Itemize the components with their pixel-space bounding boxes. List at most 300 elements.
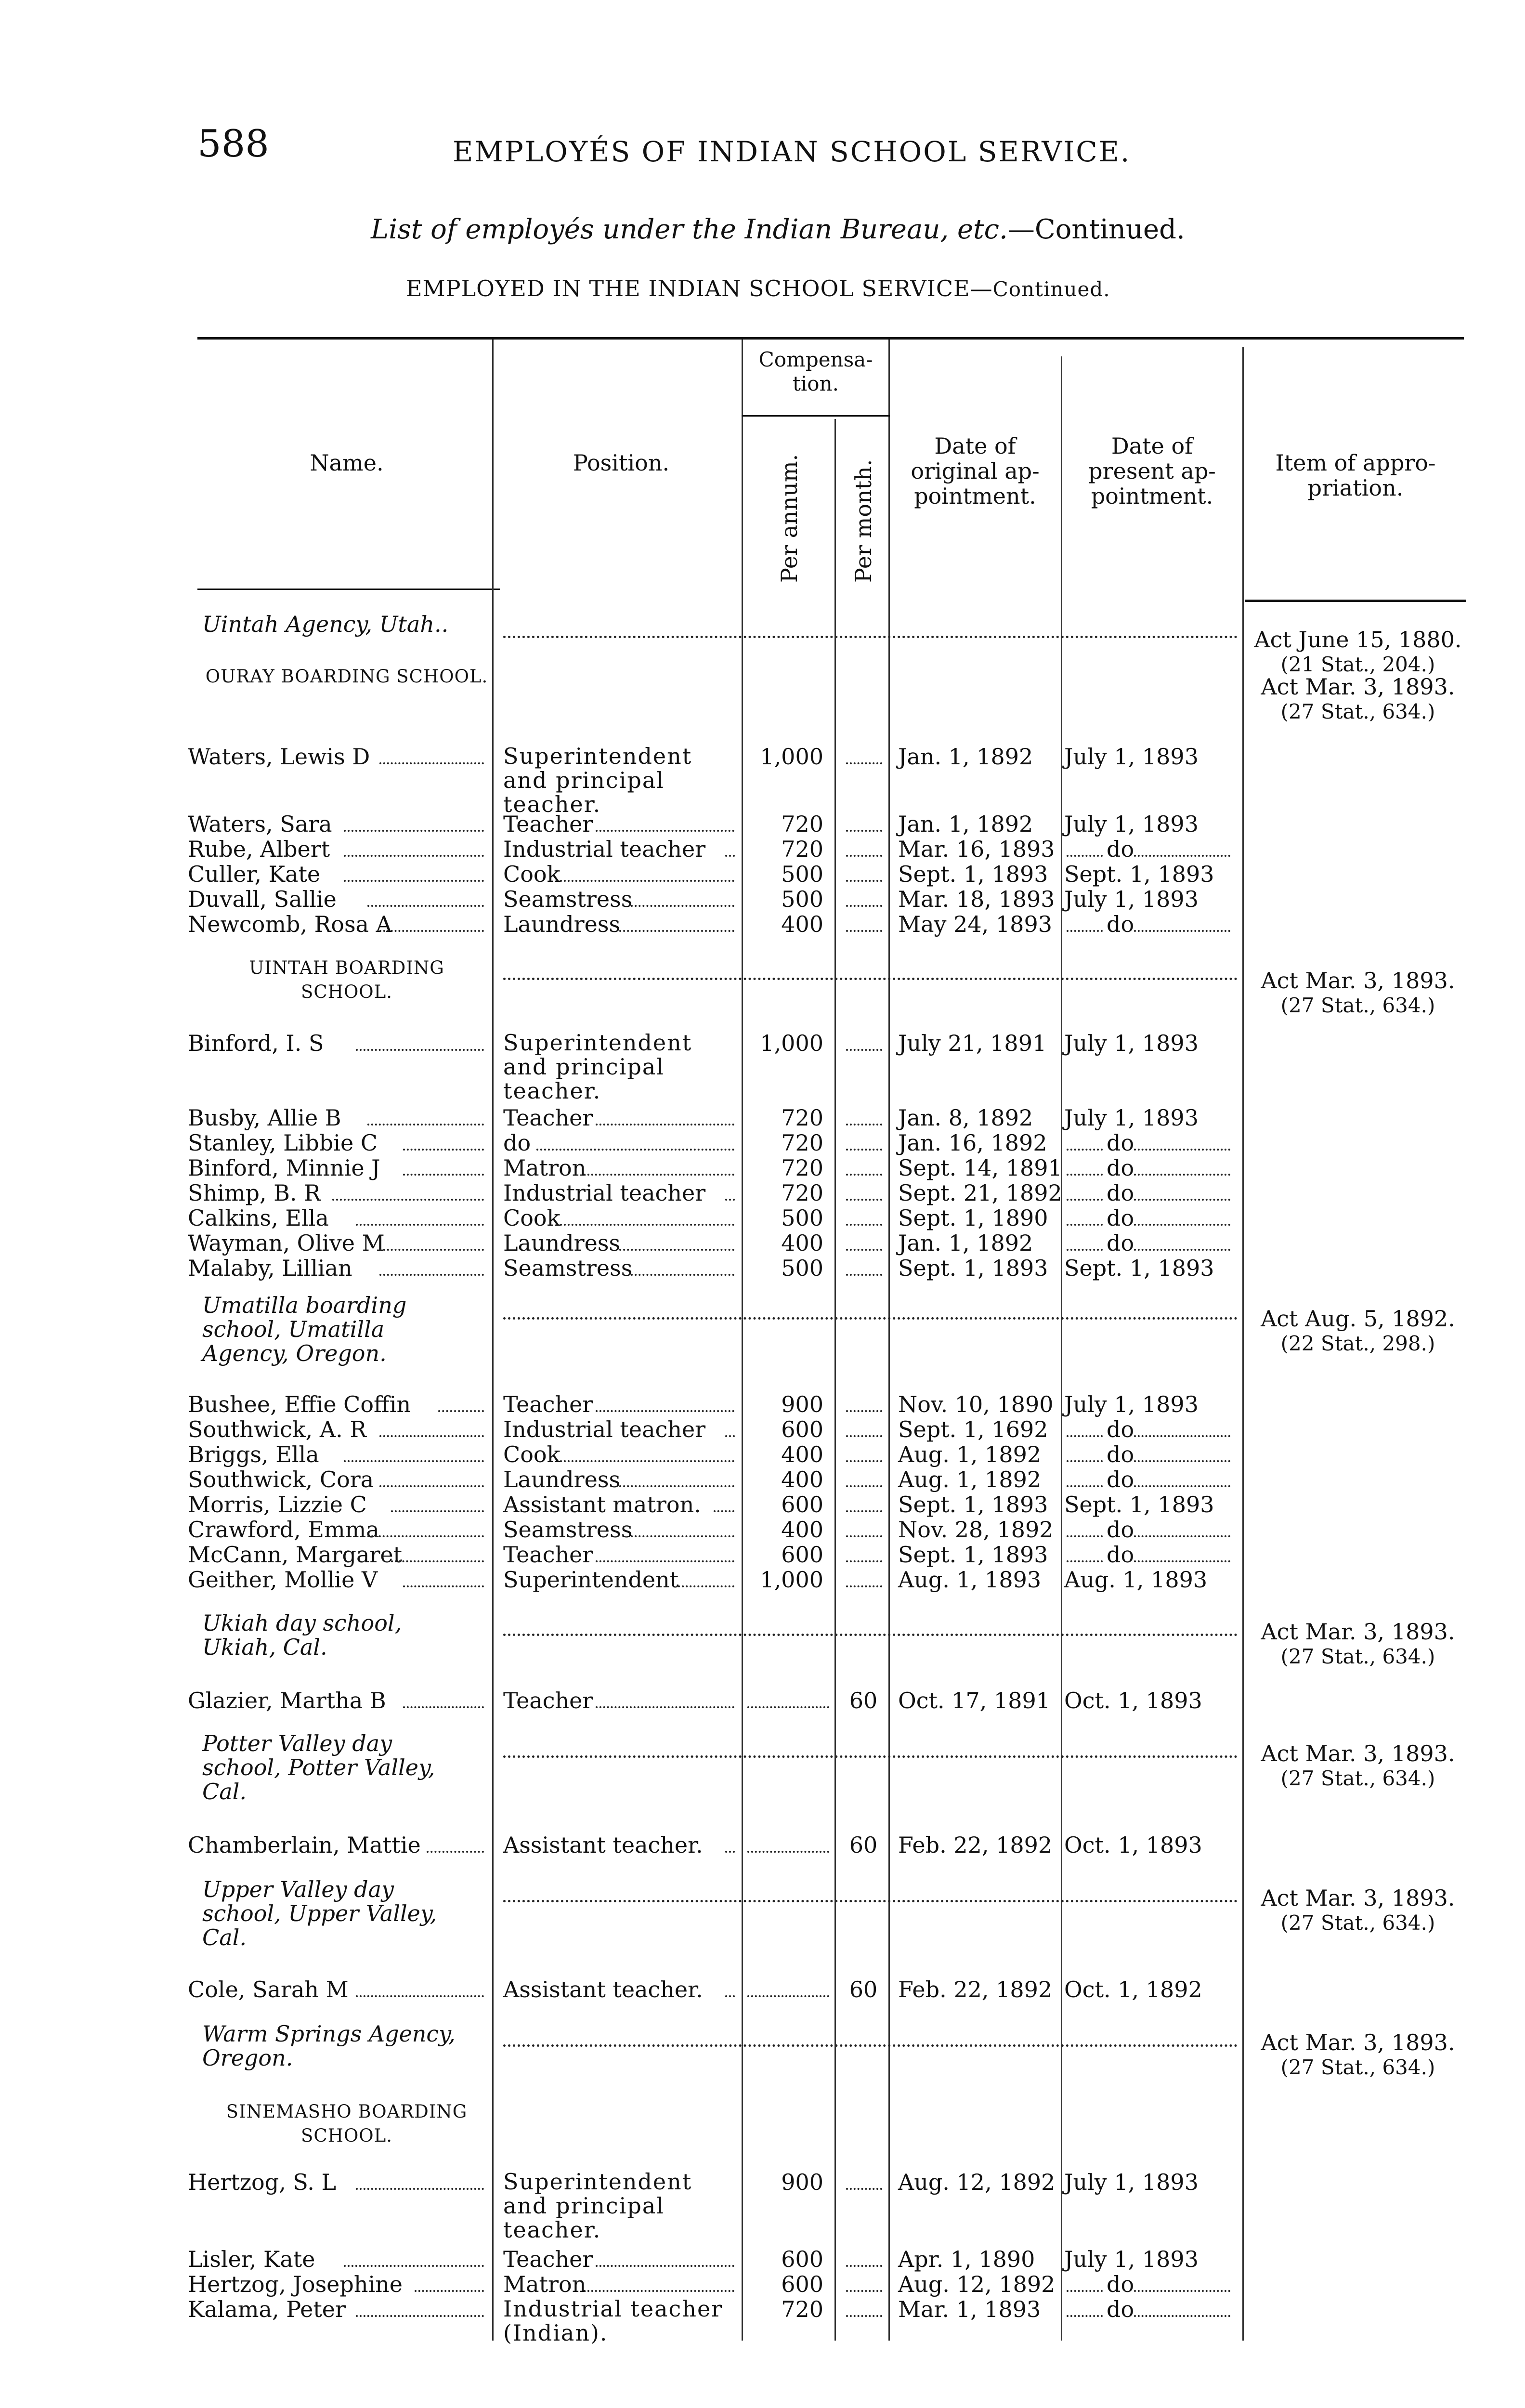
running-head: EMPLOYÉS OF INDIAN SCHOOL SERVICE.: [453, 135, 1131, 168]
cell-name: Briggs, Ella: [188, 1441, 319, 1467]
cell-position: Assistant teacher.: [503, 1976, 703, 2002]
cell-position: Teacher: [503, 1105, 593, 1131]
cell-present-date: July 1, 1893: [1064, 2246, 1199, 2272]
approp-line: (21 Stat., 204.): [1280, 653, 1435, 676]
cell-present-date: Sept. 1, 1893: [1064, 1492, 1214, 1518]
leader: [379, 762, 484, 764]
section-heading: Uintah Agency, Utah..: [202, 611, 449, 637]
leader: [1134, 930, 1230, 932]
leader: [846, 1535, 882, 1537]
cell-present-date: July 1, 1893: [1064, 744, 1199, 770]
subheading-text: EMPLOYED IN THE INDIAN SCHOOL SERVICE—: [406, 275, 993, 301]
cell-per-month: 60: [849, 1832, 878, 1858]
cell-per-annum: 400: [781, 1441, 823, 1467]
cell-original-date: Sept. 1, 1890: [898, 1205, 1048, 1231]
cell-per-annum: 720: [781, 836, 823, 862]
cell-per-annum: 500: [781, 1255, 823, 1281]
leader: [846, 1174, 882, 1176]
leader: [367, 905, 484, 907]
cell-name: Newcomb, Rosa A: [188, 911, 392, 937]
cell-per-annum: 400: [781, 1466, 823, 1492]
section-heading: Umatilla boarding school, Umatilla Agency, Oregon.: [202, 1292, 407, 1366]
leader: [846, 1560, 882, 1562]
cell-position: do: [503, 1130, 531, 1156]
cell-position: Industrial teacher (Indian).: [503, 2296, 723, 2346]
compensation-rule: [742, 415, 890, 417]
cell-position: Laundress: [503, 911, 621, 937]
cell-position: Teacher: [503, 2246, 593, 2272]
leader: [725, 1995, 735, 1997]
leader: [631, 1535, 734, 1537]
leader: [344, 855, 484, 857]
cell-name: Waters, Lewis D: [188, 744, 370, 770]
subheading: [406, 275, 1110, 302]
cell-per-annum: 400: [781, 911, 823, 937]
leader: [678, 1585, 734, 1587]
leader: [1067, 2290, 1103, 2292]
cell-present-date: do: [1107, 1130, 1134, 1156]
cell-original-date: Mar. 1, 1893: [898, 2296, 1041, 2322]
cell-position: Laundress: [503, 1466, 621, 1492]
col-divider-name: [492, 340, 494, 2341]
leader: [1134, 1149, 1230, 1151]
leader: [438, 1410, 484, 1412]
leader: [1067, 1199, 1103, 1201]
cell-per-annum: 900: [781, 2169, 823, 2195]
cell-name: Geither, Mollie V: [188, 1567, 378, 1593]
approp-line: (27 Stat., 634.): [1280, 1911, 1435, 1935]
leader: [619, 930, 734, 932]
leader: [379, 1249, 484, 1251]
leader: [714, 1510, 734, 1512]
approp-line: (22 Stat., 298.): [1280, 1332, 1435, 1355]
leader: [619, 1249, 734, 1251]
leader: [846, 830, 882, 832]
cell-per-annum: 720: [781, 1155, 823, 1181]
cell-position: Superintendent and principal teacher.: [503, 743, 692, 817]
caption-continued: —Continued.: [1007, 214, 1185, 245]
cell-name: Busby, Allie B: [188, 1105, 341, 1131]
cell-position: Matron: [503, 2271, 587, 2297]
cell-position: Seamstress: [503, 886, 633, 912]
leader: [356, 1224, 484, 1226]
cell-per-annum: 720: [781, 2296, 823, 2322]
cell-present-date: do: [1107, 1517, 1134, 1543]
col-divider-present: [1242, 347, 1244, 2341]
cell-present-date: Aug. 1, 1893: [1064, 1567, 1208, 1593]
leader: [367, 1535, 484, 1537]
leader: [846, 2315, 882, 2317]
cell-present-date: do: [1107, 1205, 1134, 1231]
cell-name: Rube, Albert: [188, 836, 330, 862]
cell-per-annum: 500: [781, 886, 823, 912]
section-heading: OURAY BOARDING SCHOOL.: [205, 666, 488, 687]
cell-name: Cole, Sarah M: [188, 1976, 349, 2002]
subheading-continued: Continued.: [992, 277, 1110, 301]
cell-present-date: Oct. 1, 1892: [1064, 1976, 1202, 2002]
cell-position: Teacher: [503, 1542, 593, 1568]
leader: [1067, 2315, 1103, 2317]
cell-position: Industrial teacher: [503, 1416, 706, 1442]
cell-original-date: Mar. 18, 1893: [898, 886, 1055, 912]
cell-present-date: Oct. 1, 1893: [1064, 1688, 1202, 1714]
leader: [846, 1435, 882, 1437]
leader: [846, 2265, 882, 2267]
leader: [379, 1274, 484, 1276]
leader: [1067, 1174, 1103, 1176]
cell-per-annum: 720: [781, 811, 823, 837]
cell-original-date: July 21, 1891: [898, 1030, 1047, 1056]
cell-original-date: Mar. 16, 1893: [898, 836, 1055, 862]
cell-name: Chamberlain, Mattie: [188, 1832, 421, 1858]
leader: [367, 1124, 484, 1125]
cell-name: Glazier, Martha B: [188, 1688, 386, 1714]
leader: [403, 1174, 484, 1176]
approp-line: (27 Stat., 634.): [1280, 1645, 1435, 1668]
cell-name: McCann, Margaret: [188, 1542, 403, 1568]
leader: [503, 1634, 1238, 1636]
header-present-date: Date of present ap-pointment.: [1088, 433, 1216, 509]
cell-position: Cook: [503, 1205, 560, 1231]
cell-position: Assistant matron.: [503, 1492, 701, 1518]
cell-name: Kalama, Peter: [188, 2296, 346, 2322]
leader: [846, 1274, 882, 1276]
cell-original-date: Sept. 1, 1893: [898, 1255, 1048, 1281]
cell-present-date: do: [1107, 1416, 1134, 1442]
cell-position: Assistant teacher.: [503, 1832, 703, 1858]
cell-position: Matron: [503, 1155, 587, 1181]
cell-per-annum: 720: [781, 1130, 823, 1156]
leader: [725, 1199, 735, 1201]
table-top-rule: [197, 337, 1464, 340]
leader: [503, 1900, 1238, 1902]
leader: [596, 1560, 734, 1562]
section-heading: UINTAH BOARDING SCHOOL.: [249, 957, 444, 1002]
cell-present-date: July 1, 1893: [1064, 2169, 1199, 2195]
approp-line: Act Aug. 5, 1892.: [1261, 1306, 1455, 1332]
approp-line: (27 Stat., 634.): [1280, 994, 1435, 1017]
cell-present-date: Sept. 1, 1893: [1064, 1255, 1214, 1281]
leader: [1134, 1560, 1230, 1562]
leader: [846, 762, 882, 764]
cell-present-date: July 1, 1893: [1064, 886, 1199, 912]
leader: [1134, 1224, 1230, 1226]
approp-line: Act Mar. 3, 1893.: [1261, 2029, 1455, 2055]
page-number: 588: [197, 122, 269, 166]
leader: [332, 1199, 484, 1201]
col-divider-month: [888, 340, 890, 2341]
cell-original-date: Aug. 12, 1892: [898, 2271, 1056, 2297]
cell-position: Seamstress: [503, 1255, 633, 1281]
cell-name: Binford, I. S: [188, 1030, 324, 1056]
cell-name: Hertzog, S. L: [188, 2169, 337, 2195]
cell-original-date: Sept. 14, 1891: [898, 1155, 1062, 1181]
header-appropriation: Item of appro-priation.: [1275, 450, 1436, 501]
cell-position: Teacher: [503, 811, 593, 837]
cell-name: Calkins, Ella: [188, 1205, 329, 1231]
cell-original-date: Nov. 10, 1890: [898, 1391, 1054, 1417]
cell-original-date: Sept. 1, 1893: [898, 1542, 1048, 1568]
cell-name: Culler, Kate: [188, 861, 321, 887]
leader: [1067, 855, 1103, 857]
leader: [503, 1317, 1238, 1320]
col-divider-annum: [834, 419, 836, 2341]
leader: [344, 880, 484, 882]
cell-name: Duvall, Sallie: [188, 886, 337, 912]
leader: [403, 1706, 484, 1708]
leader: [1134, 1435, 1230, 1437]
cell-position: Superintendent and principal teacher.: [503, 1030, 692, 1104]
cell-original-date: Aug. 1, 1892: [898, 1466, 1042, 1492]
leader: [846, 1124, 882, 1125]
cell-position: Teacher: [503, 1391, 593, 1417]
cell-position: Seamstress: [503, 1517, 633, 1543]
cell-present-date: do: [1107, 2271, 1134, 2297]
cell-position: Superintendent and principal teacher.: [503, 2169, 692, 2243]
leader: [596, 2265, 734, 2267]
leader: [1067, 1560, 1103, 1562]
leader: [344, 2265, 484, 2267]
leader: [1134, 1199, 1230, 1201]
cell-per-annum: 600: [781, 1492, 823, 1518]
cell-present-date: July 1, 1893: [1064, 1105, 1199, 1131]
cell-name: Shimp, B. R: [188, 1180, 321, 1206]
leader: [403, 1149, 484, 1151]
leader: [391, 1560, 484, 1562]
leader: [596, 1706, 734, 1708]
cell-original-date: Jan. 1, 1892: [898, 811, 1033, 837]
leader: [846, 855, 882, 857]
leader: [503, 1755, 1238, 1758]
cell-name: Wayman, Olive M: [188, 1230, 385, 1256]
leader: [846, 1199, 882, 1201]
cell-original-date: Jan. 8, 1892: [898, 1105, 1033, 1131]
section-heading: Ukiah day school, Ukiah, Cal.: [202, 1610, 402, 1660]
cell-name: Waters, Sara: [188, 811, 332, 837]
cell-original-date: Sept. 1, 1893: [898, 861, 1048, 887]
leader: [1134, 855, 1230, 857]
leader: [503, 978, 1238, 980]
leader: [344, 1460, 484, 1462]
leader: [747, 1851, 829, 1853]
cell-per-annum: 400: [781, 1230, 823, 1256]
cell-present-date: do: [1107, 1155, 1134, 1181]
leader: [427, 1851, 484, 1853]
approp-line: (27 Stat., 634.): [1280, 700, 1435, 723]
leader: [846, 880, 882, 882]
leader: [747, 1706, 829, 1708]
cell-present-date: do: [1107, 1441, 1134, 1467]
section-heading: Potter Valley day school, Potter Valley, Cal.: [202, 1730, 435, 1805]
leader: [1134, 2315, 1230, 2317]
leader: [1134, 1249, 1230, 1251]
section-heading: Warm Springs Agency, Oregon.: [202, 2021, 456, 2071]
approp-header-rule: [1245, 600, 1466, 602]
cell-original-date: Nov. 28, 1892: [898, 1517, 1054, 1543]
cell-original-date: Sept. 1, 1692: [898, 1416, 1048, 1442]
cell-original-date: Jan. 16, 1892: [898, 1130, 1047, 1156]
leader: [503, 636, 1238, 638]
cell-per-annum: 1,000: [760, 1567, 823, 1593]
cell-original-date: Aug. 12, 1892: [898, 2169, 1056, 2195]
cell-present-date: July 1, 1893: [1064, 1391, 1199, 1417]
cell-original-date: Apr. 1, 1890: [898, 2246, 1035, 2272]
cell-position: Industrial teacher: [503, 836, 706, 862]
cell-per-annum: 500: [781, 1205, 823, 1231]
cell-position: Superintendent: [503, 1567, 679, 1593]
cell-position: Laundress: [503, 1230, 621, 1256]
leader: [846, 1410, 882, 1412]
cell-name: Crawford, Emma: [188, 1517, 379, 1543]
cell-per-month: 60: [849, 1976, 878, 2002]
leader: [415, 2290, 484, 2292]
leader: [747, 1995, 829, 1997]
leader: [356, 1049, 484, 1051]
approp-line: Act Mar. 3, 1893.: [1261, 968, 1455, 994]
cell-per-month: 60: [849, 1688, 878, 1714]
header-compensation: Compensa-tion.: [758, 348, 873, 395]
cell-per-annum: 600: [781, 2271, 823, 2297]
cell-original-date: Sept. 1, 1893: [898, 1492, 1048, 1518]
leader: [725, 1851, 735, 1853]
leader: [631, 905, 734, 907]
cell-original-date: Jan. 1, 1892: [898, 1230, 1033, 1256]
cell-name: Binford, Minnie J: [188, 1155, 380, 1181]
leader: [846, 1510, 882, 1512]
leader: [1067, 1435, 1103, 1437]
cell-present-date: July 1, 1893: [1064, 811, 1199, 837]
approp-line: (27 Stat., 634.): [1280, 2055, 1435, 2079]
leader: [846, 1249, 882, 1251]
cell-original-date: May 24, 1893: [898, 911, 1052, 937]
cell-present-date: do: [1107, 911, 1134, 937]
leader: [846, 1460, 882, 1462]
leader: [560, 1460, 734, 1462]
cell-name: Hertzog, Josephine: [188, 2271, 403, 2297]
leader: [1134, 2290, 1230, 2292]
cell-name: Southwick, A. R: [188, 1416, 367, 1442]
leader: [1134, 1174, 1230, 1176]
leader: [403, 1585, 484, 1587]
cell-per-annum: 1,000: [760, 744, 823, 770]
leader: [846, 1485, 882, 1487]
cell-name: Stanley, Libbie C: [188, 1130, 378, 1156]
leader: [560, 880, 734, 882]
leader: [584, 2290, 734, 2292]
cell-present-date: do: [1107, 1230, 1134, 1256]
leader: [725, 1435, 735, 1437]
section-heading: SINEMASHO BOARDING SCHOOL.: [226, 2101, 468, 2146]
cell-original-date: Oct. 17, 1891: [898, 1688, 1051, 1714]
approp-line: Act Mar. 3, 1893.: [1261, 674, 1455, 700]
cell-position: Industrial teacher: [503, 1180, 706, 1206]
leader: [1134, 1460, 1230, 1462]
leader: [631, 1274, 734, 1276]
cell-per-annum: 720: [781, 1105, 823, 1131]
cell-name: Bushee, Effie Coffin: [188, 1391, 411, 1417]
cell-position: Cook: [503, 1441, 560, 1467]
cell-position: Teacher: [503, 1688, 593, 1714]
cell-present-date: do: [1107, 2296, 1134, 2322]
leader: [846, 1585, 882, 1587]
leader: [584, 1174, 734, 1176]
cell-per-annum: 400: [781, 1517, 823, 1543]
cell-original-date: Feb. 22, 1892: [898, 1976, 1053, 2002]
leader: [619, 1485, 734, 1487]
leader: [725, 855, 735, 857]
leader: [356, 2188, 484, 2190]
header-name: Name.: [310, 450, 384, 476]
leader: [379, 1485, 484, 1487]
cell-original-date: Jan. 1, 1892: [898, 744, 1033, 770]
leader: [596, 1124, 734, 1125]
cell-present-date: do: [1107, 1542, 1134, 1568]
cell-per-annum: 600: [781, 1416, 823, 1442]
cell-present-date: do: [1107, 1180, 1134, 1206]
leader: [1067, 1535, 1103, 1537]
header-per-month: Per month.: [850, 459, 876, 583]
leader: [846, 2188, 882, 2190]
approp-line: Act June 15, 1880.: [1254, 627, 1462, 653]
header-original-date: Date of original ap-pointment.: [911, 433, 1040, 509]
leader: [1067, 930, 1103, 932]
leader: [391, 1510, 484, 1512]
leader: [846, 1049, 882, 1051]
cell-present-date: Sept. 1, 1893: [1064, 861, 1214, 887]
approp-line: Act Mar. 3, 1893.: [1261, 1619, 1455, 1645]
cell-original-date: Feb. 22, 1892: [898, 1832, 1053, 1858]
leader: [1067, 1249, 1103, 1251]
leader: [379, 930, 484, 932]
leader: [560, 1224, 734, 1226]
leader: [1067, 1224, 1103, 1226]
cell-position: Cook: [503, 861, 560, 887]
cell-present-date: July 1, 1893: [1064, 1030, 1199, 1056]
leader: [503, 2044, 1238, 2047]
table-caption: [371, 214, 1185, 245]
header-position: Position.: [573, 450, 670, 476]
leader: [846, 1149, 882, 1151]
leader: [846, 1224, 882, 1226]
cell-name: Malaby, Lillian: [188, 1255, 352, 1281]
cell-per-annum: 500: [781, 861, 823, 887]
leader: [846, 905, 882, 907]
leader: [1067, 1149, 1103, 1151]
leader: [356, 2315, 484, 2317]
leader: [356, 1995, 484, 1997]
cell-present-date: do: [1107, 836, 1134, 862]
approp-line: Act Mar. 3, 1893.: [1261, 1885, 1455, 1911]
caption-italic: List of employés under the Indian Bureau, etc.: [371, 214, 1008, 245]
cell-original-date: Sept. 21, 1892: [898, 1180, 1062, 1206]
leader: [1134, 1535, 1230, 1537]
cell-per-annum: 900: [781, 1391, 823, 1417]
cell-original-date: Aug. 1, 1893: [898, 1567, 1042, 1593]
col-divider-original: [1061, 356, 1062, 2341]
leader: [596, 1410, 734, 1412]
leader: [846, 2290, 882, 2292]
header-per-annum: Per annum.: [776, 454, 802, 583]
cell-original-date: Aug. 1, 1892: [898, 1441, 1042, 1467]
cell-per-annum: 1,000: [760, 1030, 823, 1056]
cell-present-date: do: [1107, 1466, 1134, 1492]
col-divider-position: [742, 340, 743, 2341]
cell-per-annum: 600: [781, 2246, 823, 2272]
cell-per-annum: 600: [781, 1542, 823, 1568]
leader: [1067, 1460, 1103, 1462]
cell-name: Morris, Lizzie C: [188, 1492, 367, 1518]
approp-line: Act Mar. 3, 1893.: [1261, 1741, 1455, 1767]
